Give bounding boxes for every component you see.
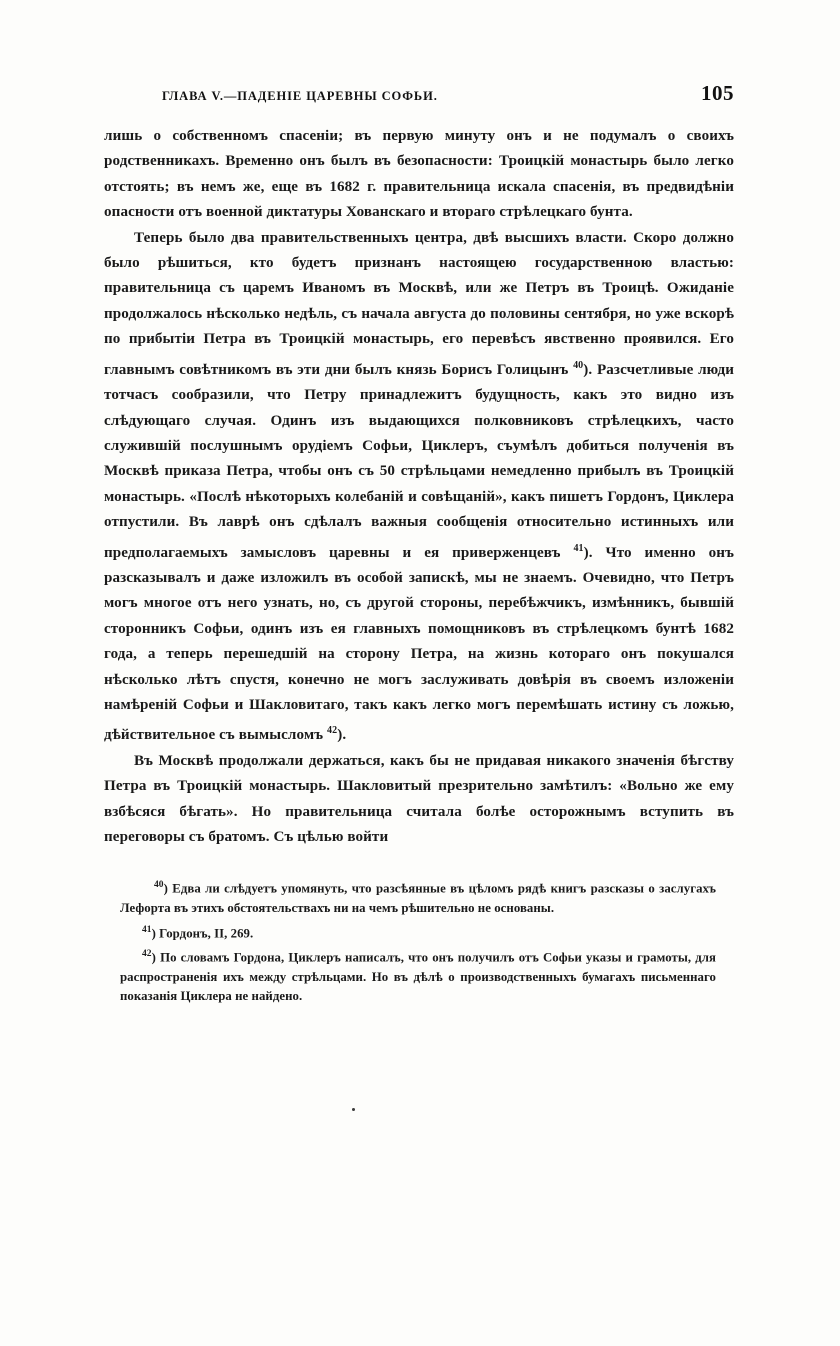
- footnote-40-marker: 40: [154, 880, 164, 891]
- footnote-41-text: ) Гордонъ, II, 269.: [151, 925, 254, 940]
- footnote-42: [120, 945, 716, 1006]
- footnote-block: [120, 876, 716, 1006]
- footnote-40-text: ) Едва ли слѣдуетъ упомянуть, что разсѣянные въ цѣломъ рядѣ книгъ разсказы о заслугахъ Лефорта въ этихъ обстоятельствахъ ни на чемъ рѣшительно не основаны.: [120, 881, 716, 916]
- footnote-41-marker: 41: [142, 924, 152, 935]
- note-reference-42: 42: [327, 725, 338, 737]
- paragraph-moscow-text: Въ Москвѣ продолжали держаться, какъ бы не придавая никакого значенія бѣгству Петра въ Троицкій монастырь. Шакловитый презрительно замѣтилъ: «Вольно же ему взбѣсяся бѣгать». Но правительница считала болѣе осторожнымъ вступить въ переговоры съ братомъ. Съ цѣлью войти: [104, 752, 734, 846]
- body-text: [104, 124, 734, 850]
- running-head-title: ГЛАВА V.—ПАДЕНІЕ ЦАРЕВНЫ СОФЬИ.: [162, 89, 438, 103]
- note-reference-41: 41: [573, 542, 584, 554]
- paragraph-two-centres-text-1: Теперь было два правительственныхъ центра, двѣ высшихъ власти. Скоро должно было рѣшиться, кто будетъ признанъ настоящею государственною властью: правительница съ царемъ Иваномъ въ Москвѣ, или же Петръ въ Троицѣ. Ожиданіе продолжалось нѣсколько недѣль, съ начала августа до половины сентября, но уже вскорѣ по прибытіи Петра въ Троицкій монастырь, его перевѣсъ явственно проявился. Его главнымъ совѣтникомъ въ эти дни былъ князь Борисъ Голицынъ: [104, 229, 734, 378]
- footnote-41: [120, 921, 716, 944]
- footnote-40: [120, 876, 716, 918]
- page-artifact-dot: [352, 1108, 355, 1111]
- paragraph-two-centres: [104, 226, 734, 749]
- footnote-42-marker: 42: [142, 949, 152, 960]
- paragraph-two-centres-text-4: ).: [337, 727, 347, 744]
- paragraph-moscow: [104, 749, 734, 851]
- note-reference-40: 40: [573, 359, 584, 371]
- running-head: [104, 78, 734, 104]
- page-number: 105: [701, 81, 734, 105]
- paragraph-continued: [104, 124, 734, 226]
- paragraph-two-centres-text-3: ). Что именно онъ разсказывалъ и даже изложилъ въ особой запискѣ, мы не знаемъ. Очевидно, что Петръ могъ многое отъ него узнать, но, съ другой стороны, перебѣжчикъ, измѣнникъ, бывшій сторонникъ Софьи, одинъ изъ ея главныхъ помощниковъ въ стрѣлецкомъ бунтѣ 1682 года, а теперь перешедшій на сторону Петра, на жизнь котораго онъ покушался нѣсколько лѣтъ спустя, конечно не могъ заслуживать довѣрія въ своемъ изложеніи намѣреній Софьи и Шакловитаго, такъ какъ легко могъ перемѣшать истину съ ложью, дѣйствительное съ вымысломъ: [104, 544, 734, 744]
- footnote-42-text: ) По словамъ Гордона, Циклеръ написалъ, что онъ получилъ отъ Софьи указы и грамоты, для распространенія ихъ между стрѣльцами. Но въ дѣлѣ о производственныхъ бумагахъ письменнаго показанія Циклера не найдено.: [120, 950, 716, 1004]
- paragraph-continued-text: лишь о собственномъ спасеніи; въ первую минуту онъ и не подумалъ о своихъ родственникахъ. Временно онъ былъ въ безопасности: Троицкій монастырь было легко отстоять; въ немъ же, еще въ 1682 г. правительница искала спасенія, въ предвидѣніи опасности отъ военной диктатуры Хованскаго и втораго стрѣлецкаго бунта.: [104, 128, 734, 221]
- paragraph-two-centres-text-2: ). Разсчетливые люди тотчасъ сообразили, что Петру принадлежитъ будущность, какъ это видно изъ слѣдующаго случая. Одинъ изъ выдающихся полковниковъ стрѣлецкихъ, часто служившій послушнымъ орудіемъ Софьи, Циклеръ, съумѣлъ добиться полученія въ Москвѣ приказа Петра, чтобы онъ съ 50 стрѣльцами немедленно прибылъ въ Троицкій монастырь. «Послѣ нѣкоторыхъ колебаній и совѣщаній», какъ пишетъ Гордонъ, Циклера отпустили. Въ лаврѣ онъ сдѣлалъ важныя сообщенія относительно истинныхъ или предполагаемыхъ замысловъ царевны и ея приверженцевъ: [104, 361, 734, 561]
- page-content: [104, 78, 734, 1009]
